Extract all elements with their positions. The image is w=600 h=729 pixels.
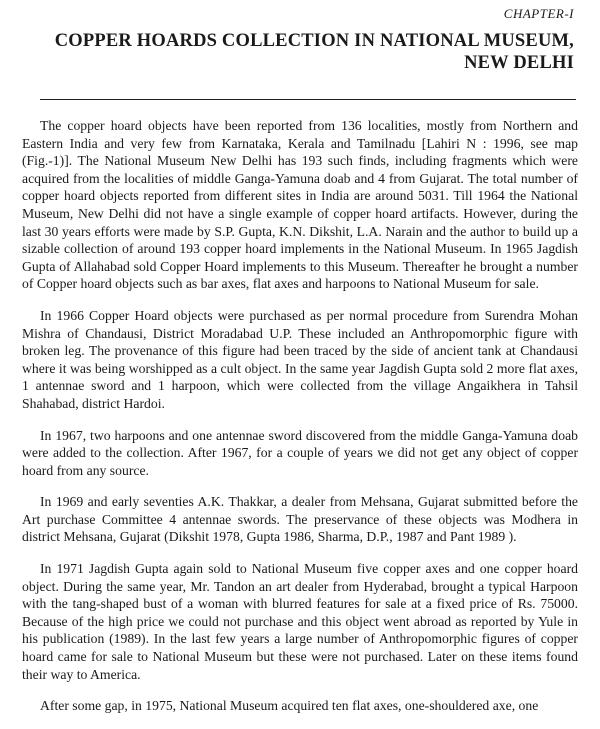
chapter-title-line-1: COPPER HOARDS COLLECTION IN NATIONAL MUSEUM, [54,31,574,51]
chapter-title [40,30,574,74]
paragraph-3: In 1967, two harpoons and one antennae sword discovered from the middle Ganga-Yamuna doab were added to the collection. After 1967, for a couple of years we did not get any object of copper hoard from any source. [22,427,578,478]
chapter-title-line-2: NEW DELHI [464,53,574,73]
paragraph-5: In 1971 Jagdish Gupta again sold to National Museum five copper axes and one copper hoard object. During the same year, Mr. Tandon an art dealer from Hyderabad, brought a typical Harpoon with the tang-shaped bust of a woman with blurred features for sale at a fixed price of Rs. 75000. Because of the high price we could not purchase and this object went abroad as reported by Yule in his publication (1989). In the last few years a large number of Anthropomorphic figures of copper hoard came for sale to National Museum but these were not purchased. Later on these items found their way to America. [22,561,578,682]
chapter-label: CHAPTER-I [503,6,574,21]
paragraph-6: After some gap, in 1975, National Museum acquired ten flat axes, one-shouldered axe, one [40,698,539,714]
paragraph-4: In 1969 and early seventies A.K. Thakkar, a dealer from Mehsana, Gujarat submitted before the Art purchase Committee 4 antennae swords. The preservance of these objects was Modhera in district Mehsana, Gujarat (Dikshit 1978, Gupta 1986, Sharma, D.P., 1987 and Pant 1989 ). [22,494,578,545]
title-rule [40,99,576,100]
paragraph-1: The copper hoard objects have been reported from 136 localities, mostly from Northern and Eastern India and very few from Karnataka, Kerala and Tamilnadu [Lahiri N : 1996, see map (Fig.-1)]. The National Museum New Delhi has 193 such finds, including fragments which were acquired from the localities of middle Ganga-Yamuna doab and 4 from Gujarat. The total number of copper hoard objects reported from different sites in India are around 5031. Till 1964 the National Museum, New Delhi did not have a single example of copper hoard artifacts. However, during the last 30 years efforts were made by S.P. Gupta, K.N. Dikshit, L.A. Narain and the author to build up a sizable collection of around 193 copper hoard implements in the National Museum. In 1965 Jagdish Gupta of Allahabad sold Copper Hoard implements to this Museum. Thereafter he brought a number of Copper hoard objects such as bar axes, flat axes and harpoons to National Museum for sale. [22,118,578,292]
body-text [22,117,578,729]
paragraph-2: In 1966 Copper Hoard objects were purchased as per normal procedure from Surendra Mohan Mishra of Chandausi, District Moradabad U.P. These included an Anthropomorphic figure with broken leg. The provenance of this figure had been traced by the side of ancient tank at Chandausi where it was being worshipped as a cult object. In the same year Jagdish Gupta sold 2 more flat axes, 1 antennae sword and 1 harpoon, which were collected from the village Angaikhera in Tahsil Shahabad, district Hardoi. [22,307,578,411]
